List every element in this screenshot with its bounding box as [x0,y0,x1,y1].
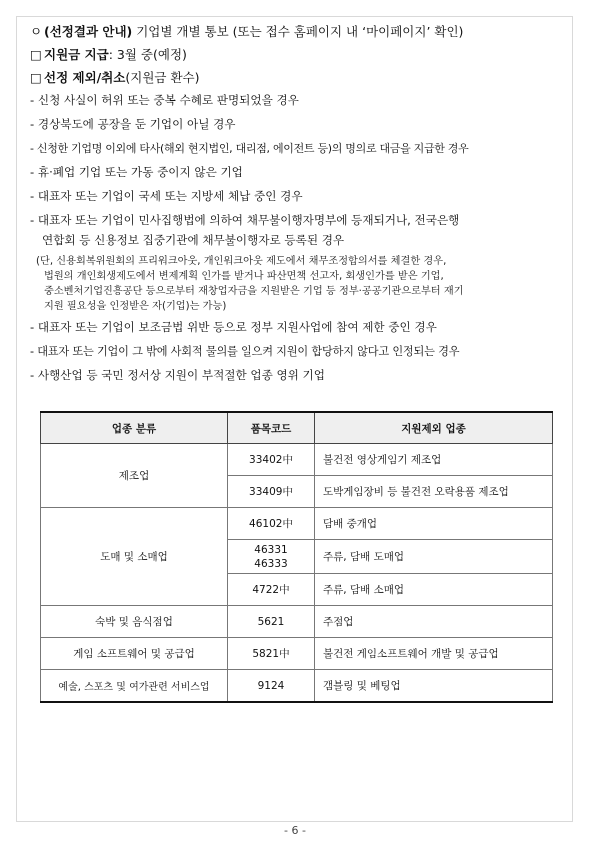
heading-text: (지원금 환수) [125,70,200,85]
table-header-row [41,412,553,444]
table-row [41,444,553,476]
excluded-cell: 도박게임장비 등 불건전 오락용품 제조업 [315,476,553,508]
exclusion-item-line: 연합회 등 신용정보 집중기관에 채무불이행자로 등록된 경우 [42,233,345,247]
code-cell: 33409中 [228,476,315,508]
exclusion-item: - 대표자 또는 기업이 국세 또는 지방세 체납 중인 경우 [30,189,303,203]
exclusion-item: - 대표자 또는 기업이 그 밖에 사회적 물의를 일으켜 지원이 합당하지 않다고 인정되는 경우 [30,345,460,358]
exception-note [30,254,566,314]
heading-bold: 지원금 지급 [44,47,109,62]
exclusion-item: - 대표자 또는 기업이 보조금법 위반 등으로 정부 지원사업에 참여 제한 중인 경우 [30,320,437,334]
exclusion-item: - 신청 사실이 허위 또는 중복 수혜로 판명되었을 경우 [30,93,299,107]
code-cell: 46102中 [228,508,315,540]
exclusion-item: - 신청한 기업명 이외에 타사(해외 현지법인, 대리점, 에이전트 등)의 명의로 대금을 지급한 경우 [30,142,469,155]
code-cell: 9124 [228,670,315,703]
exclusion-item-line: - 대표자 또는 기업이 민사집행법에 의하여 채무불이행자명부에 등재되거나, 전국은행 [30,213,460,227]
heading-payment [30,47,566,63]
code-cell: 5621 [228,606,315,638]
checkbox-square-icon: □ [30,70,42,85]
note-line: 법원의 개인회생제도에서 변제계획 인가를 받거나 파산면책 선고자, 회생인가를 받은 기업, [44,271,444,282]
exclusion-item: - 사행산업 등 국민 정서상 지원이 부적절한 업종 영위 기업 [30,368,325,382]
category-cell: 도매 및 소매업 [41,508,228,606]
header-code: 품목코드 [228,412,315,444]
heading-bold: (선정결과 안내) [44,24,133,39]
table-row [41,606,553,638]
excluded-cell: 주점업 [315,606,553,638]
code-cell: 33402中 [228,444,315,476]
document-body [30,24,566,392]
table-row [41,638,553,670]
excluded-cell: 주류, 담배 소매업 [315,574,553,606]
page-number: - 6 - [284,824,306,837]
heading-selection-result [30,24,566,40]
excluded-cell: 주류, 담배 도매업 [315,540,553,574]
circle-bullet-icon: ㅇ [30,24,43,39]
exclusion-item: - 경상북도에 공장을 둔 기업이 아닐 경우 [30,117,236,131]
header-category: 업종 분류 [41,412,228,444]
checkbox-square-icon: □ [30,47,42,62]
code-cell: 46331 46333 [228,540,315,574]
exclusion-item-credit [30,213,566,248]
code-cell: 4722中 [228,574,315,606]
heading-text: 기업별 개별 통보 (또는 접수 홈페이지 내 ‘마이페이지’ 확인) [132,24,464,39]
header-excluded: 지원제외 업종 [315,412,553,444]
heading-exclusion [30,70,566,86]
heading-bold: 선정 제외/취소 [44,70,126,85]
table-row [41,508,553,540]
excluded-cell: 불건전 영상게임기 제조업 [315,444,553,476]
excluded-cell: 갬블링 및 베팅업 [315,670,553,703]
note-line: 지원 필요성을 인정받은 자(기업)는 가능) [44,301,227,312]
table-row [41,670,553,703]
category-cell: 예술, 스포츠 및 여가관련 서비스업 [41,670,228,703]
excluded-industries-table [40,411,553,703]
note-line: (단, 신용회복위원회의 프리워크아웃, 개인워크아웃 제도에서 채무조정합의서를 체결한 경우, [36,256,447,267]
excluded-cell: 불건전 게임소프트웨어 개발 및 공급업 [315,638,553,670]
note-line: 중소벤처기업진흥공단 등으로부터 재창업자금을 지원받은 기업 등 정부·공공기관으로부터 재기 [44,286,464,297]
exclusion-item: - 휴·폐업 기업 또는 가동 중이지 않은 기업 [30,165,243,179]
excluded-cell: 담배 중개업 [315,508,553,540]
code-cell: 5821中 [228,638,315,670]
heading-text: : 3월 중(예정) [108,47,187,62]
category-cell: 제조업 [41,444,228,508]
category-cell: 게임 소프트웨어 및 공급업 [41,638,228,670]
category-cell: 숙박 및 음식점업 [41,606,228,638]
